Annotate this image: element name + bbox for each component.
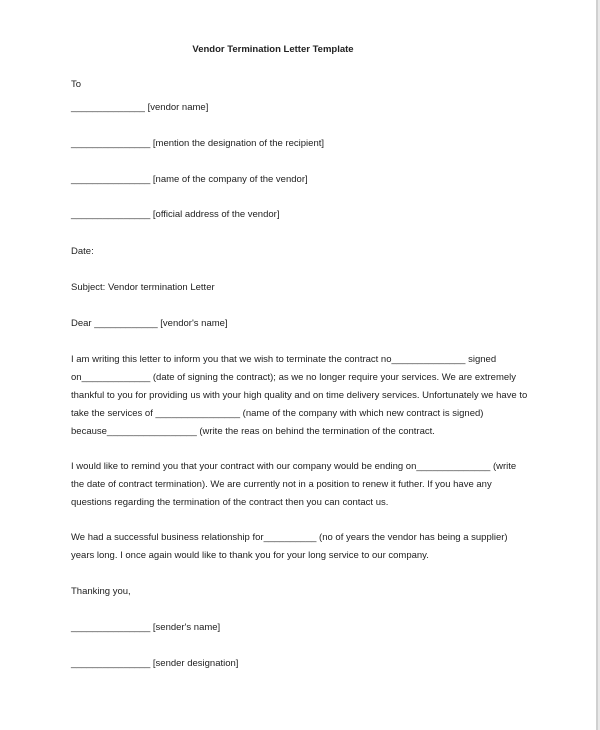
paragraph-termination-notice <box>71 351 551 441</box>
address-line-designation: _______________ [mention the designation of the recipient] <box>71 138 325 149</box>
paragraph-contract-ending <box>71 458 551 512</box>
paragraph-line: We had a successful business relationship for__________ (no of years the vendor has being a supplier) <box>71 532 508 543</box>
paragraph-line: take the services of ________________ (name of the company with which new contract is signed) <box>71 408 484 419</box>
to-label: To <box>71 79 82 90</box>
closing: Thanking you, <box>71 586 131 597</box>
paragraph-line: I am writing this letter to inform you that we wish to terminate the contract no______________ signed <box>71 354 497 365</box>
paragraph-line: thankful to you for providing us with your high quality and on time delivery services. Unfortunately we have to <box>71 390 528 401</box>
signature-sender-designation: _______________ [sender designation] <box>71 658 239 669</box>
address-line-company: _______________ [name of the company of the vendor] <box>71 174 308 185</box>
paragraph-line: I would like to remind you that your contract with our company would be ending on______________ (write <box>71 461 517 472</box>
date-line: Date: <box>71 246 94 257</box>
paragraph-line: questions regarding the termination of the contract then you can contact us. <box>71 497 389 508</box>
address-line-vendor-name: ______________ [vendor name] <box>71 102 209 113</box>
paragraph-line: the date of contract termination). We are currently not in a position to renew it futher. If you have any <box>71 479 492 490</box>
address-line-address: _______________ [official address of the vendor] <box>71 209 280 220</box>
paragraph-thanks <box>71 529 551 565</box>
document-title: Vendor Termination Letter Template <box>192 44 354 55</box>
paragraph-line: years long. I once again would like to thank you for your long service to our company. <box>71 550 429 561</box>
paragraph-line: on_____________ (date of signing the contract); as we no longer require your services. We are extremely <box>71 372 516 383</box>
signature-sender-name: _______________ [sender's name] <box>71 622 221 633</box>
paragraph-line: because_________________ (write the reas on behind the termination of the contract. <box>71 426 435 437</box>
salutation: Dear ____________ [vendor's name] <box>71 318 228 329</box>
subject-line: Subject: Vendor termination Letter <box>71 282 215 293</box>
